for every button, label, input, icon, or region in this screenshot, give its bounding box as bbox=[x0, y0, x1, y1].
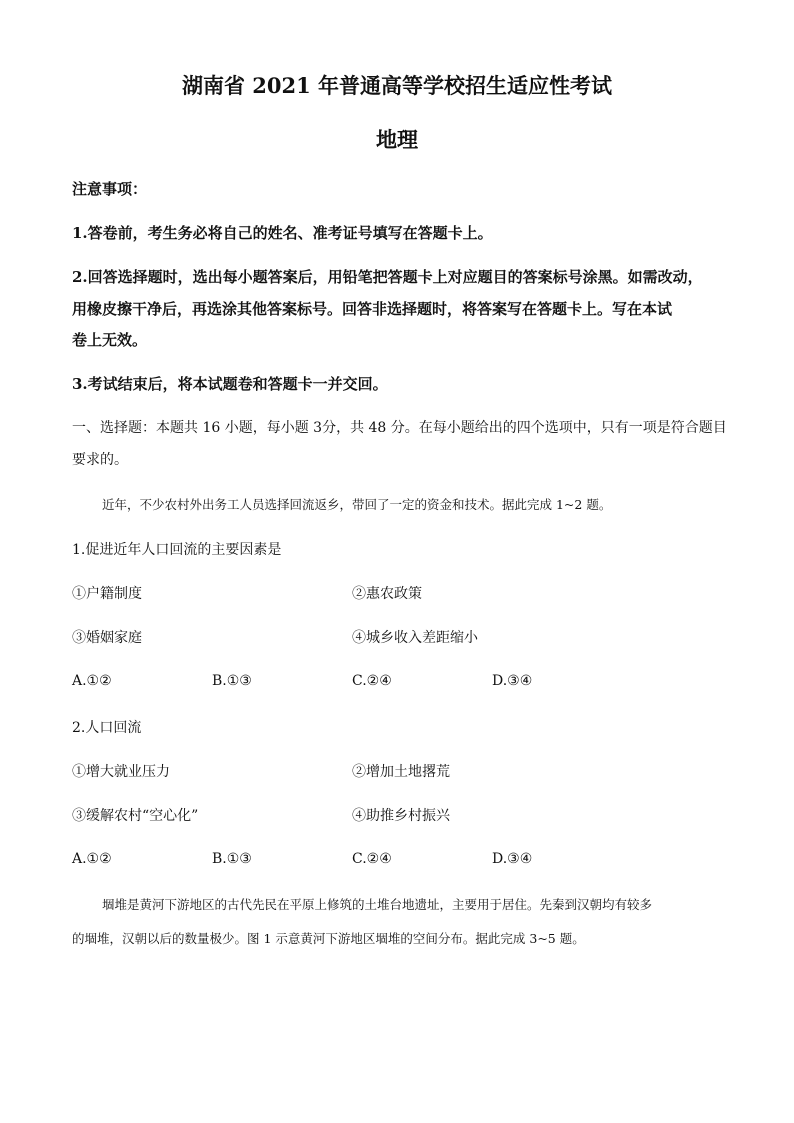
notice-item-2-line-1: 2.回答选择题时，选出每小题答案后，用铅笔把答题卡上对应题目的答案标号涂黑。如需改动， bbox=[72, 268, 703, 286]
q1-option-d: D.③④ bbox=[492, 673, 533, 689]
q1-option-a: A.①② bbox=[72, 673, 112, 689]
notice-item-2-line-3: 卷上无效。 bbox=[72, 331, 148, 349]
section-intro-line-2: 要求的。 bbox=[72, 452, 128, 468]
q1-option-b: B.①③ bbox=[212, 673, 252, 689]
notice-item-2-line-2: 用橡皮擦干净后，再选涂其他答案标号。回答非选择题时，将答案写在答题卡上。写在本试 bbox=[72, 300, 673, 318]
q1-statement-3: ③婚姻家庭 bbox=[72, 630, 142, 646]
question-2-stem: 2.人口回流 bbox=[72, 720, 142, 736]
passage-2-line-1: 堌堆是黄河下游地区的古代先民在平原上修筑的土堆台地遗址，主要用于居住。先秦到汉朝均有较多 bbox=[102, 897, 653, 912]
q2-option-c: C.②④ bbox=[352, 851, 392, 867]
q2-statement-1: ①增大就业压力 bbox=[72, 764, 170, 780]
passage-1: 近年，不少农村外出务工人员选择回流返乡，带回了一定的资金和技术。据此完成 1~2 题。 bbox=[102, 497, 612, 512]
section-intro-line-1: 一、选择题：本题共 16 小题，每小题 3分，共 48 分。在每小题给出的四个选项中，只有一项是符合题目 bbox=[72, 420, 727, 436]
q1-statement-1: ①户籍制度 bbox=[72, 586, 142, 602]
subject-title: 地理 bbox=[376, 127, 418, 152]
q2-statement-4: ④助推乡村振兴 bbox=[352, 808, 450, 824]
notice-item-3: 3.考试结束后，将本试题卷和答题卡一并交回。 bbox=[72, 375, 388, 393]
exam-title: 湖南省 2021 年普通高等学校招生适应性考试 bbox=[181, 73, 613, 98]
q2-option-a: A.①② bbox=[72, 851, 112, 867]
notice-item-1: 1.答卷前，考生务必将自己的姓名、准考证号填写在答题卡上。 bbox=[72, 224, 493, 242]
q2-option-b: B.①③ bbox=[212, 851, 252, 867]
q1-option-c: C.②④ bbox=[352, 673, 392, 689]
passage-2-line-2: 的堌堆，汉朝以后的数量极少。图 1 示意黄河下游地区堌堆的空间分布。据此完成 3~5 题。 bbox=[72, 931, 585, 946]
q2-option-d: D.③④ bbox=[492, 851, 533, 867]
q1-statement-4: ④城乡收入差距缩小 bbox=[352, 630, 478, 646]
q2-statement-2: ②增加土地撂荒 bbox=[352, 764, 450, 780]
q1-statement-2: ②惠农政策 bbox=[352, 586, 422, 602]
question-1-stem: 1.促进近年人口回流的主要因素是 bbox=[72, 542, 282, 558]
q2-statement-3: ③缓解农村“空心化” bbox=[72, 808, 199, 824]
notice-heading: 注意事项： bbox=[72, 180, 148, 198]
